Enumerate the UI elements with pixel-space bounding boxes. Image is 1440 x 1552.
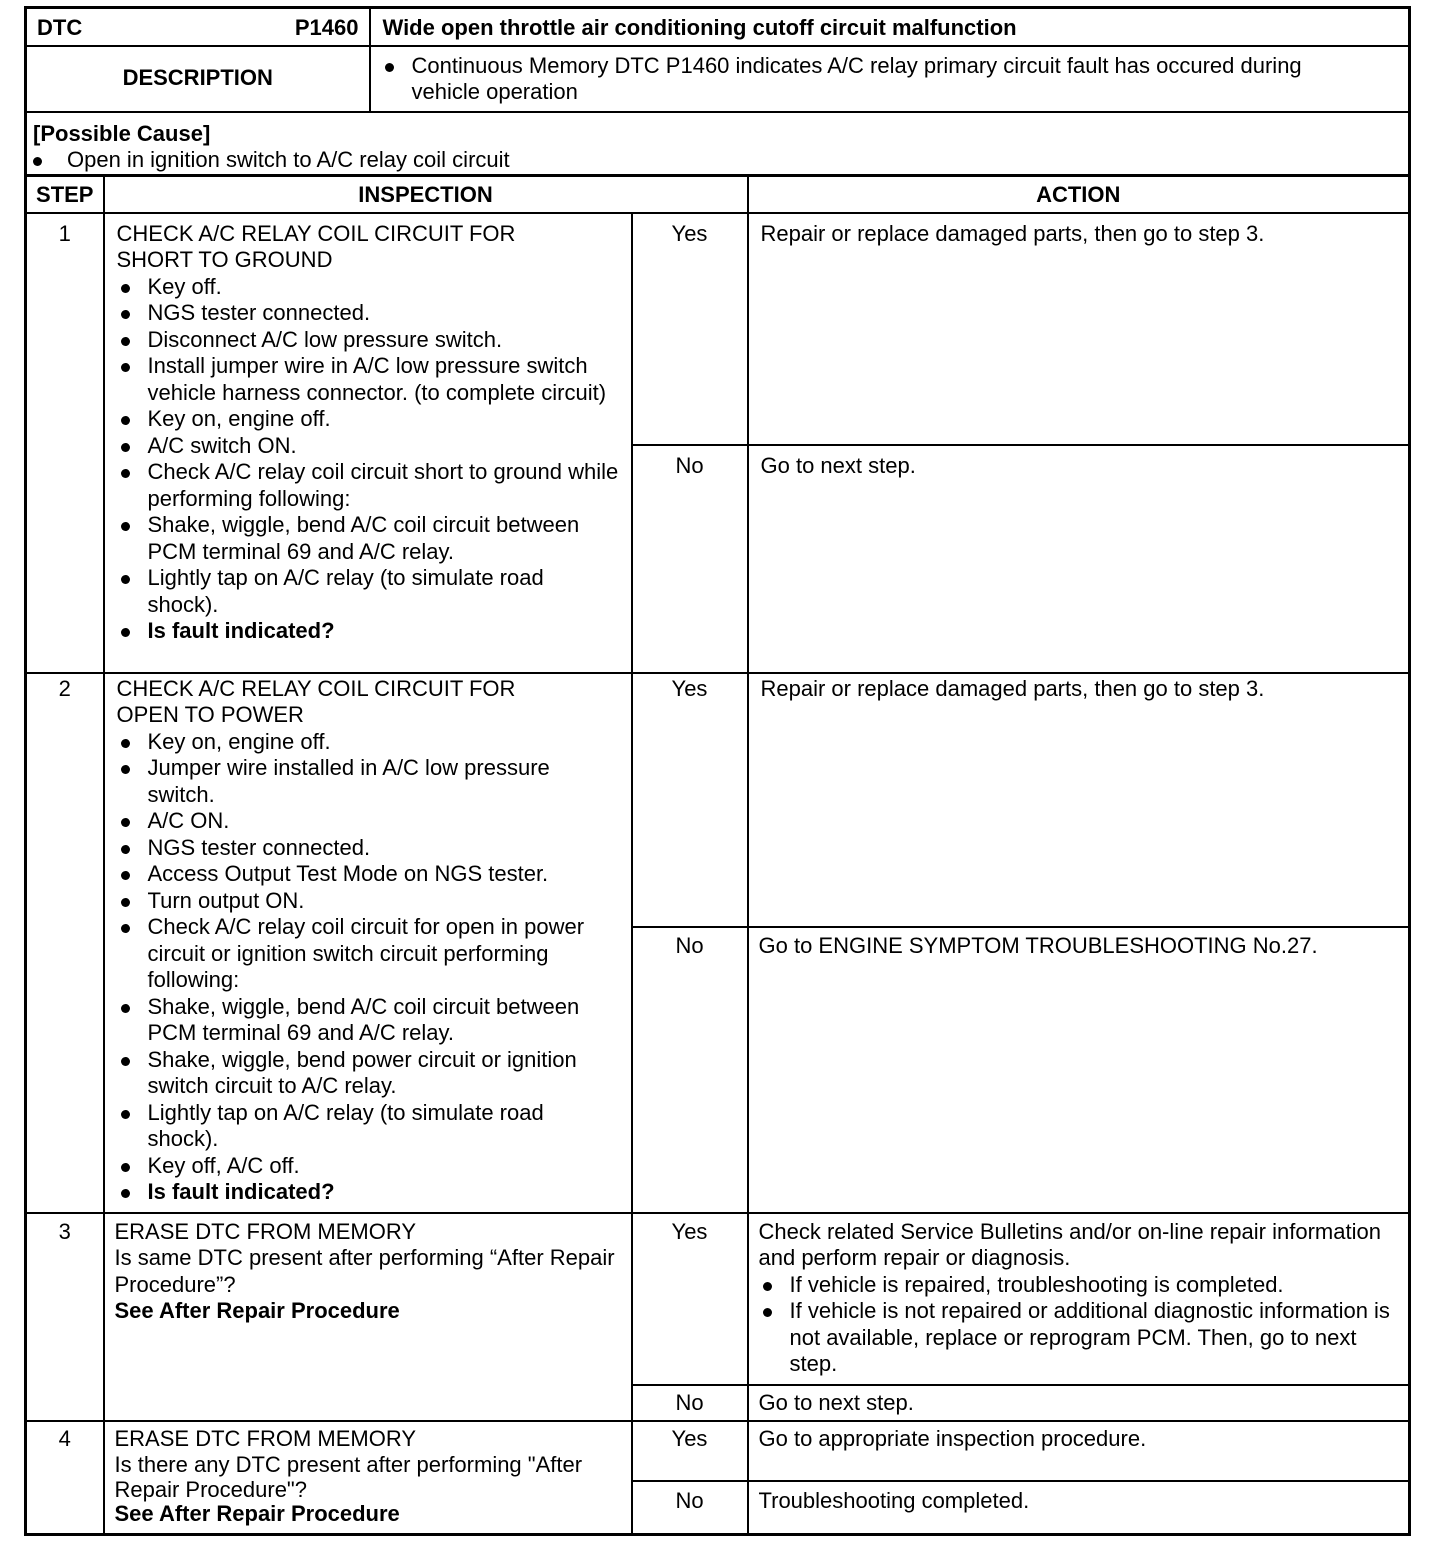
step-bullet: Check A/C relay coil circuit short to ground while performing following: [117,459,621,512]
no-action: Troubleshooting completed. [748,1481,1410,1535]
step-bullet: Disconnect A/C low pressure switch. [117,327,621,354]
step-see-reference: See After Repair Procedure [114,1501,400,1526]
step-number: 3 [26,1213,104,1421]
no-action: Go to next step. [748,445,1410,673]
possible-cause-cell [26,112,1410,176]
step-bullet: Shake, wiggle, bend A/C coil circuit between PCM terminal 69 and A/C relay. [117,994,621,1047]
column-header-inspection: INSPECTION [104,176,748,213]
no-action: Go to ENGINE SYMPTOM TROUBLESHOOTING No.27. [748,927,1410,1213]
yes-label: Yes [632,673,748,927]
step-question: Is fault indicated? [117,618,621,645]
yes-action: Repair or replace damaged parts, then go to step 3. [748,213,1410,445]
step-number: 4 [26,1421,104,1535]
yes-action-bullet: If vehicle is not repaired or additional diagnostic information is not available, replace or reprogram PCM. Then, go to next step. [759,1298,1399,1378]
step-bullet: Jumper wire installed in A/C low pressure switch. [117,755,621,808]
dtc-sheet [24,6,1408,1536]
yes-action-text: Check related Service Bulletins and/or on-line repair information and perform repair or diagnosis. [758,1218,1381,1270]
inspection-table [24,174,1411,1536]
no-label: No [632,445,748,673]
yes-action [748,1213,1410,1385]
yes-action: Go to appropriate inspection procedure. [748,1421,1410,1481]
step-inspection [104,213,632,673]
step-bullet: Shake, wiggle, bend power circuit or ignition switch circuit to A/C relay. [117,1047,621,1100]
step-title-line: SHORT TO GROUND [116,247,333,272]
dtc-title: Wide open throttle air conditioning cutoff circuit malfunction [370,8,1410,46]
no-label: No [632,927,748,1213]
description-cell [370,46,1410,112]
no-action: Go to next step. [748,1385,1410,1421]
step-bullet: Key off. [117,274,621,301]
step-bullet: Key off, A/C off. [117,1153,621,1180]
yes-label: Yes [632,213,748,445]
step-number: 1 [26,213,104,673]
step-bullet: Lightly tap on A/C relay (to simulate road shock). [117,565,621,618]
step-question: Is fault indicated? [117,1179,621,1206]
yes-label: Yes [632,1421,748,1481]
step-title-line: CHECK A/C RELAY COIL CIRCUIT FOR [116,220,516,246]
step-inspection [104,1213,632,1421]
step-inspection [104,673,632,1213]
step-bullet: A/C ON. [117,808,621,835]
step-bullet: A/C switch ON. [117,433,621,460]
step-title-line: OPEN TO POWER [116,702,304,727]
step-text: Is there any DTC present after performing "After Repair Procedure"? [114,1452,583,1502]
step-title-line: CHECK A/C RELAY COIL CIRCUIT FOR [116,675,516,701]
dtc-code: P1460 [294,15,359,40]
no-label: No [632,1481,748,1535]
dtc-code-cell [26,8,370,46]
step-bullet: Install jumper wire in A/C low pressure switch vehicle harness connector. (to complete circuit) [117,353,621,406]
possible-cause-label: [Possible Cause] [33,120,211,146]
step-bullet: Check A/C relay coil circuit for open in power circuit or ignition switch circuit performing following: [117,914,621,994]
column-header-step: STEP [26,176,104,213]
step-bullet: Key on, engine off. [117,729,621,756]
yes-action: Repair or replace damaged parts, then go to step 3. [748,673,1410,927]
step-bullet: Shake, wiggle, bend A/C coil circuit between PCM terminal 69 and A/C relay. [117,512,621,565]
step-bullet: NGS tester connected. [117,835,621,862]
description-label: DESCRIPTION [26,46,370,112]
step-bullet: NGS tester connected. [117,300,621,327]
step-bullet: Access Output Test Mode on NGS tester. [117,861,621,888]
step-title: ERASE DTC FROM MEMORY [114,1218,417,1244]
dtc-header-table [24,6,1411,177]
step-title: ERASE DTC FROM MEMORY [114,1425,417,1451]
step-bullet: Lightly tap on A/C relay (to simulate road shock). [117,1100,621,1153]
yes-action-bullet: If vehicle is repaired, troubleshooting is completed. [759,1272,1399,1299]
step-bullet: Key on, engine off. [117,406,621,433]
dtc-label: DTC [37,15,83,40]
step-text: Is same DTC present after performing “After Repair Procedure”? [114,1245,615,1297]
step-bullet: Turn output ON. [117,888,621,915]
yes-label: Yes [632,1213,748,1385]
step-number: 2 [26,673,104,1213]
description-item: Continuous Memory DTC P1460 indicates A/C relay primary circuit fault has occured during vehicle operation [381,53,1349,106]
no-label: No [632,1385,748,1421]
column-header-action: ACTION [748,176,1410,213]
possible-cause-item: Open in ignition switch to A/C relay coil circuit [29,147,1402,174]
step-see-reference: See After Repair Procedure [114,1298,400,1323]
step-inspection [104,1421,632,1535]
